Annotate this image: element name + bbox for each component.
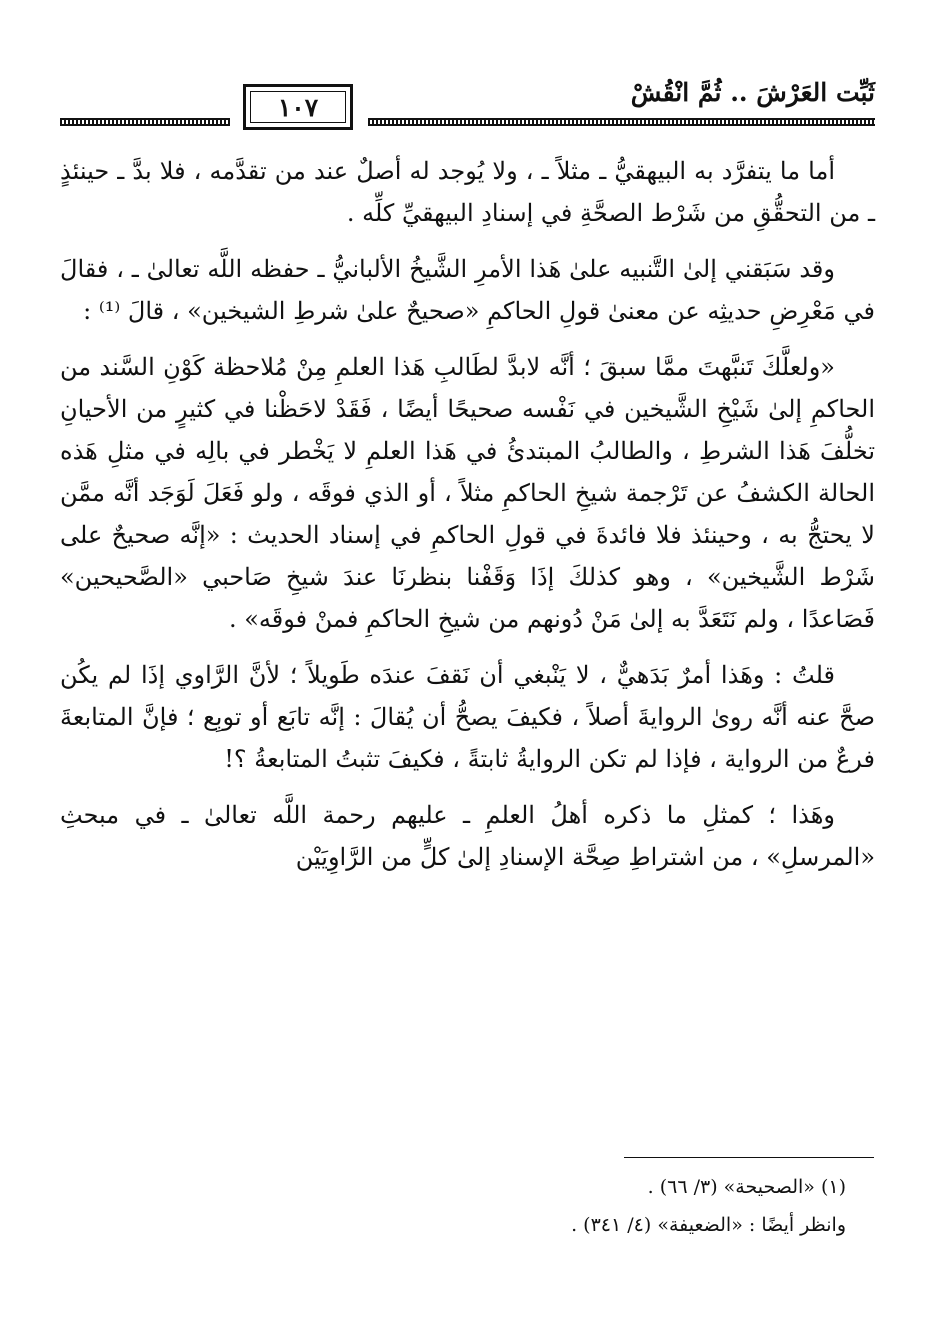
paragraph-2: وقد سَبَقني إلىٰ التَّنبيه علىٰ هَذا الأمرِ الشَّيخُ الألبانيُّ ـ حفظه اللَّه تعالىٰ ـ ، فقالَ في مَعْرِضِ حديثِه عن معنىٰ قولِ الحاكمِ «صحيحٌ علىٰ شرطِ الشيخين» ، قالَ ⁽¹⁾ : <box>60 255 875 325</box>
footnote-separator <box>624 1157 874 1158</box>
header-rule-right <box>368 118 875 126</box>
footnote-1: (١) «الصحيحة» (٣/ ٦٦) . <box>647 1176 846 1198</box>
paragraph-1: أما ما يتفرَّد به البيهقيُّ ـ مثلاً ـ ، ولا يُوجد له أصلٌ عند من تقدَّمه ، فلا بدَّ ـ حينئذٍ ـ من التحقُّقِ من شَرْط الصحَّةِ في إسنادِ البيهقيِّ كلِّه . <box>60 157 875 227</box>
main-text <box>60 150 875 892</box>
footnote-2: وانظر أيضًا : «الضعيفة» (٤/ ٣٤١) . <box>571 1214 846 1236</box>
paragraph-4: قلتُ : وهَذا أمرٌ بَدَهيٌّ ، لا يَنْبغي أن نَقفَ عندَه طَويلاً ؛ لأنَّ الرَّاوي إذَا لم يكُن صحَّ عنه أنَّه روىٰ الروايةَ أصلاً ، فكيفَ يصحُّ أن يُقالَ : إنَّه تابَع أو توبِع ؛ فإنَّ المتابعةَ فرعٌ من الرواية ، فإذا لم تكن الروايةُ ثابتةً ، فكيفَ تثبتُ المتابعةُ ؟! <box>60 661 875 773</box>
running-title: ثَبِّت العَرْشَ .. ثُمَّ انْقُشْ <box>630 78 875 107</box>
page-header <box>60 70 875 134</box>
page-number: ١٠٧ <box>243 84 353 130</box>
paragraph-quote: «ولعلَّكَ تَنبَّهتَ ممَّا سبقَ ؛ أنَّه لابدَّ لطَالبِ هَذا العلمِ مِنْ مُلاحظة كَوْنِ السَّند من الحاكمِ إلىٰ شَيْخِ الشَّيخين في نَفْسه صحيحًا أيضًا ، فَقَدْ لاحَظْنا في كثيرٍ من الأحيانِ تخلُّفَ هَذا الشرطِ ، والطالبُ المبتدئُ في هَذا العلمِ لا يَخْطر في بالِه في مثلِ هَذه الحالة الكشفُ عن تَرْجمة شيخِ الحاكمِ مثلاً ، أو الذي فوقَه ، ولو فَعَلَ لَوَجَد أنَّه ممَّن لا يحتجُّ به ، وحينئذ فلا فائدةَ في قولِ الحاكمِ في إسناد الحديث : «إنَّه صحيحٌ على شَرْط الشَّيخين» ، وهو كذلكَ إذَا وَقَفْنا بنظرنَا عندَ شيخِ صَاحبي «الصَّحيحين» فَصَاعدًا ، ولم نَتَعَدَّ به إلىٰ مَنْ دُونهم من شيخِ الحاكمِ فمنْ فوقَه» . <box>60 353 876 633</box>
header-rule-left <box>60 118 230 126</box>
paragraph-5: وهَذا ؛ كمثلِ ما ذكره أهلُ العلمِ ـ عليهم رحمة اللَّه تعالىٰ ـ في مبحثِ «المرسلِ» ، من اشتراطِ صِحَّة الإسنادِ إلىٰ كلٍّ من الرَّاوِيَيْن <box>60 801 875 871</box>
footnotes <box>59 1168 874 1244</box>
